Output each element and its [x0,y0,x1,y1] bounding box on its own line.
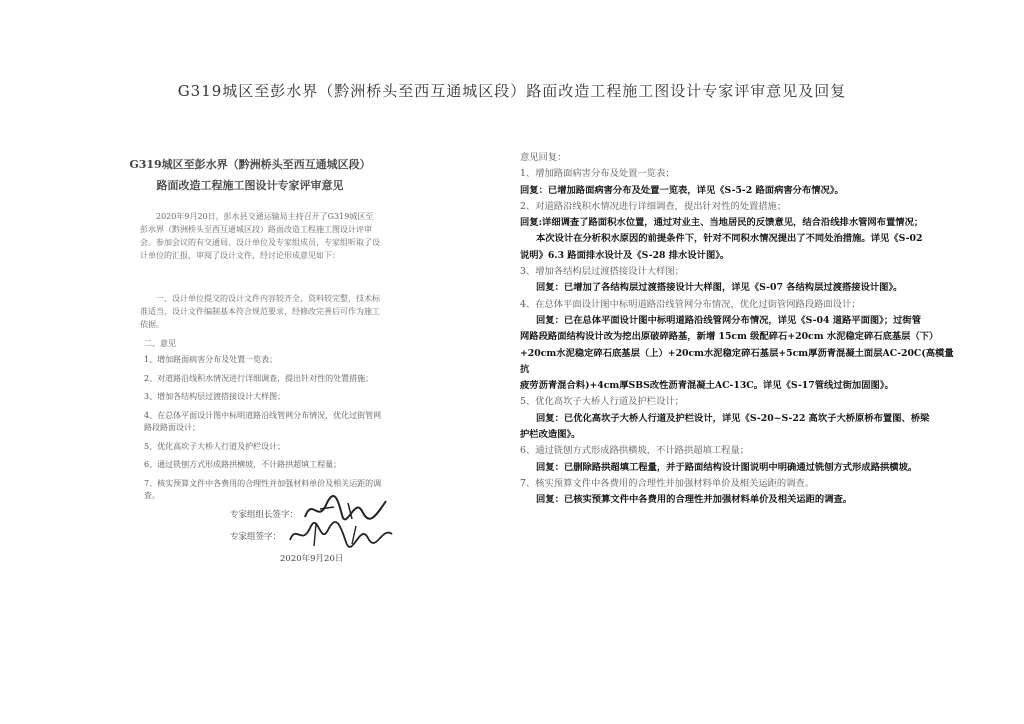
scan-opinion-item: 7、核实预算文件中各费用的合理性并加强材料单价及相关运距的调查。 [144,478,382,500]
opinion-item: 1、增加路面病害分布及处置一览表； [520,168,675,180]
signature-members-label: 专家组签字： [230,532,282,542]
scan-conclusion-paragraph: 一、设计单位提交的设计文件内容较齐全，资料较完整，技术标准适当，设计文件编制基本符合规范要求，经修改完善后可作为施工依据。 [140,294,380,329]
scan-title-line1: G319城区至彭水界（黔洲桥头至西互通城区段） [129,158,371,171]
reply-text: 说明》6.3 路面排水设计及《S-28 排水设计图》。 [520,249,730,261]
reply-text: 回复：已增加路面病害分布及处置一览表，详见《S-5-2 路面病害分布情况》。 [520,184,844,196]
reply-heading: 意见回复： [520,152,567,163]
scan-opinion-item: 4、在总体平面设计图中标明道路沿线管网分布情况，优化过街管网路段路面设计； [144,410,382,432]
reply-section [520,150,960,509]
opinion-item: 4、在总体平面设计图中标明道路沿线管网分布情况，优化过街管网路段路面设计； [520,298,861,310]
scan-opinion-item: 6、通过铣刨方式形成路拱横坡，不计路拱超填工程量； [144,460,342,469]
scan-opinion-item: 3、增加各结构层过渡搭接设计大样图； [144,392,286,401]
signature-date: 2020年9月20日 [280,554,344,564]
scanned-review-document [100,140,400,590]
opinion-item: 6、通过铣刨方式形成路拱横坡，不计路拱超填工程量； [520,445,750,457]
reply-text: 网路段路面结构设计改为挖出原破碎路基，新增 15cm 级配碎石+20cm 水泥稳定碎石底基层（下） [520,331,939,343]
scan-intro-paragraph: 2020年9月20日，彭水县交通运输局主持召开了G319城区至彭水界（黔洲桥头至西互通城区段）路面改造工程施工图设计评审会。参加会议的有交通局、设计单位及专家组成员，专家组听取了设计单位的汇报，审阅了设计文件，经讨论形成意见如下： [140,212,380,260]
opinion-item: 5、优化高坎子大桥人行道及护栏设计； [520,396,684,408]
opinion-item: 2、对道路沿线积水情况进行详细调查，提出针对性的处置措施； [520,200,787,212]
reply-text: 回复：已删除路拱超填工程量，并于路面结构设计图说明中明确通过铣刨方式形成路拱横坡。 [536,461,918,473]
scan-title-line2: 路面改造工程施工图设计专家评审意见 [156,179,344,192]
opinion-item: 7、核实预算文件中各费用的合理性并加强材料单价及相关运距的调查。 [520,477,815,489]
reply-text: +20cm水泥稳定碎石底基层（上）+20cm水泥稳定碎石基层+5cm厚沥青混凝土面层AC-20C(高模量抗 [520,347,954,375]
reply-text: 回复：已在总体平面设计图中标明道路沿线管网分布情况，详见《S-04 道路平面图》；过街管 [536,314,922,326]
reply-text: 回复：已核实预算文件中各费用的合理性并加强材料单价及相关运距的调查。 [536,494,853,506]
scan-opinion-item: 2、对道路沿线积水情况进行详细调查，提出针对性的处置措施； [144,373,374,383]
reply-text: 本次设计在分析积水原因的前提条件下，针对不同积水情况提出了不同处治措施。详见《S-02 [536,233,923,245]
opinion-item: 3、增加各结构层过渡搭接设计大样图； [520,266,684,278]
page-title: G319城区至彭水界（黔洲桥头至西互通城区段）路面改造工程施工图设计专家评审意见及回复 [177,82,847,100]
reply-text: 回复:详细调查了路面积水位置，通过对业主、当地居民的反馈意见，结合沿线排水管网布置情况； [520,217,924,229]
scan-section-heading: 二、意见 [144,339,176,348]
reply-text: 疲劳沥青混合料)+4cm厚SBS改性沥青混凝土AC-13C。详见《S-17管线过街加固图》。 [520,380,894,392]
scan-opinion-item: 5、优化高坎子大桥人行道及护栏设计； [144,441,286,451]
scan-opinion-list [144,354,384,509]
reply-text: 护栏改造图》。 [520,429,581,441]
signature-leader-label: 专家组组长签字： [230,510,299,520]
members-signature-scribble [286,520,396,550]
reply-text: 回复：已优化高坎子大桥人行道及护栏设计，详见《S-20~S-22 高坎子大桥原桥布置图、桥梁 [536,412,930,424]
scan-opinion-item: 1、增加路面病害分布及处置一览表； [144,355,278,364]
reply-text: 回复：已增加了各结构层过渡搭接设计大样图，详见《S-07 各结构层过渡搭接设计图》。 [536,282,903,294]
